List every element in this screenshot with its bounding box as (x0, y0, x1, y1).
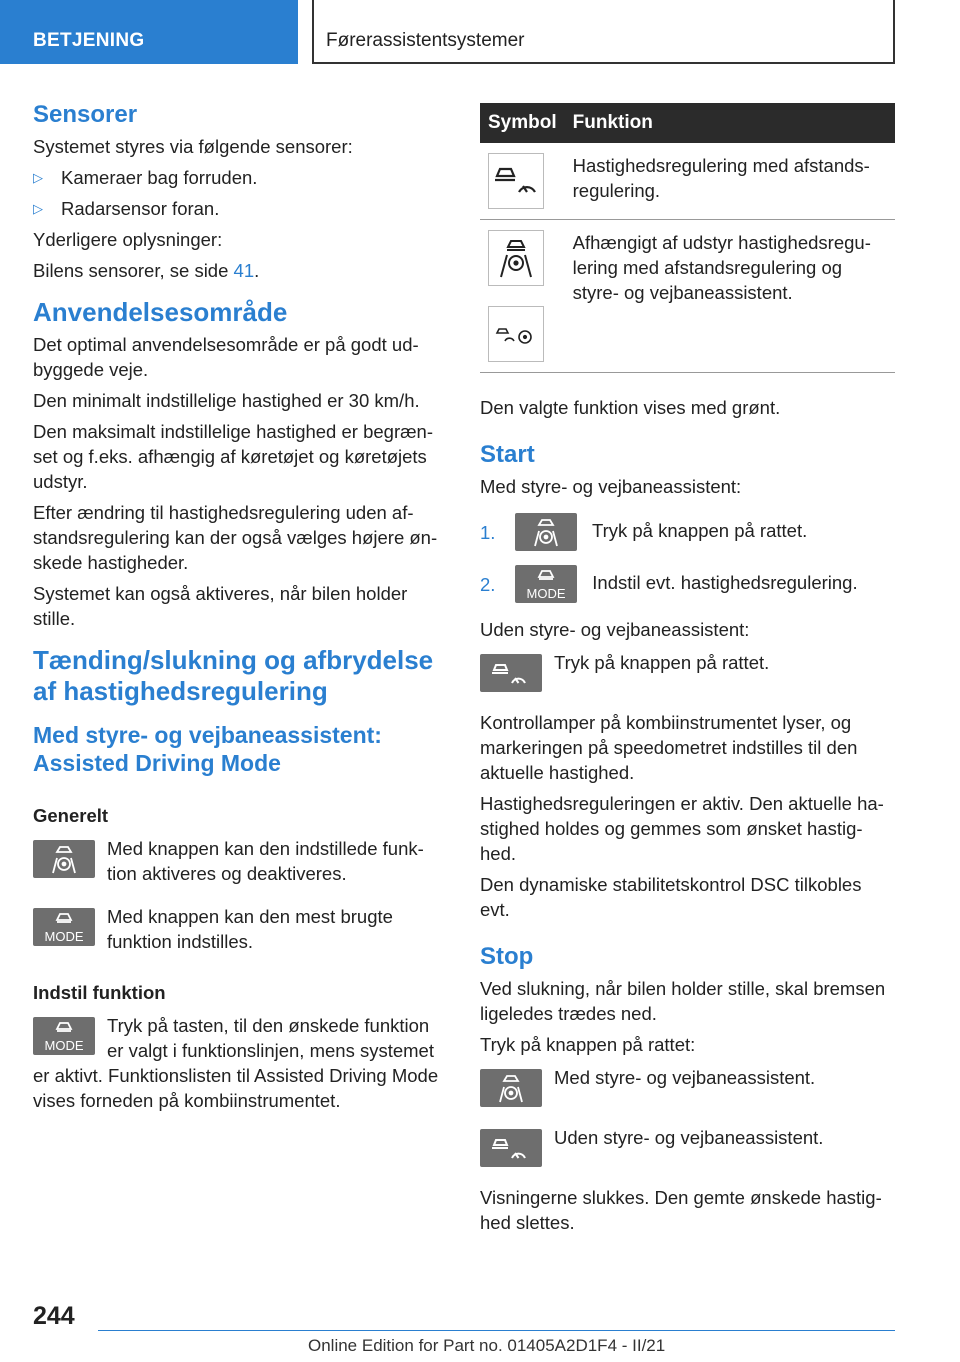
cruise-distance-symbol-icon (488, 153, 544, 209)
section-title: BETJENING (33, 30, 145, 51)
heading-anvendelse: Anvendelsesområde (33, 297, 288, 327)
right-column (480, 103, 895, 1241)
icon-description-row: Med knappen kan den indstillede funk-tion aktiveres og deaktiveres. (33, 836, 447, 886)
assist-steering-symbol-icon (488, 230, 544, 286)
paragraph: Hastighedsreguleringen er aktiv. Den aktuelle ha-stighed holdes og gemmes som ønsket hastig-hed. (480, 793, 884, 864)
edition-note: Online Edition for Part no. 01405A2D1F4 - II/21 (308, 1336, 666, 1355)
mode-text: MODE (44, 1038, 84, 1053)
assist-steering-button-icon (33, 840, 95, 878)
heading-generelt: Generelt (33, 805, 109, 826)
left-column (33, 100, 447, 1119)
bullet-item: ▷ Radarsensor foran. (33, 198, 220, 219)
cruise-distance-button-icon (480, 654, 542, 692)
icon-description-row: MODE Tryk på tasten, til den ønskede funktion er valgt i funktionslinjen, mens systemet er aktivt. Funktionslisten til Assisted Driving Mode vises forneden på kombiinstrumentet. (33, 1015, 439, 1111)
heading-start: Start (480, 441, 535, 468)
section-tab (0, 0, 298, 64)
paragraph: Den valgte funktion vises med grønt. (480, 397, 781, 418)
mode-button-icon (515, 565, 577, 603)
step-1: 1. Tryk på knappen på rattet. (480, 513, 895, 551)
table-cell: Hastighedsregulering med afstands-regulering. (565, 143, 895, 220)
paragraph: Det optimal anvendelsesområde er på godt ud-byggede veje. (33, 334, 419, 380)
cruise-steering-symbol-icon (488, 306, 544, 362)
sensorer-intro: Systemet styres via følgende sensorer: (33, 136, 353, 157)
table-header-symbol: Symbol (480, 103, 565, 143)
table-header-funktion: Funktion (565, 103, 895, 143)
mode-button-icon (33, 908, 95, 946)
symbol-table (480, 103, 895, 373)
heading-taending: Tænding/slukning og afbrydelse af hastighedsregulering (33, 645, 434, 706)
footer-divider (98, 1330, 895, 1331)
paragraph: Ved slukning, når bilen holder stille, skal bremsen ligeledes trædes ned. (480, 978, 886, 1024)
chapter-title: Førerassistentsystemer (326, 30, 525, 51)
assist-steering-button-icon (515, 513, 577, 551)
table-cell: Afhængigt af udstyr hastighedsregu-lering med afstandsregulering og styre- og vejbaneassistent. (565, 220, 895, 373)
paragraph: Med styre- og vejbaneassistent: (480, 476, 742, 497)
paragraph: Den dynamiske stabilitetskontrol DSC tilkobles evt. (480, 874, 862, 920)
heading-sensorer: Sensorer (33, 101, 138, 128)
table-row (480, 143, 895, 220)
paragraph: Visningerne slukkes. Den gemte ønskede hastig-hed slettes. (480, 1187, 882, 1233)
mode-button-icon (33, 1017, 95, 1055)
subheading-assisted-driving: Med styre- og vejbaneassistent: Assisted Driving Mode (33, 722, 382, 776)
cruise-distance-button-icon (480, 1129, 542, 1167)
page-number: 244 (33, 1302, 75, 1330)
paragraph: Tryk på knappen på rattet: (480, 1034, 696, 1055)
paragraph: Systemet kan også aktiveres, når bilen holder stille. (33, 583, 408, 629)
icon-description-row: Uden styre- og vejbaneassistent. (480, 1125, 895, 1175)
triangle-bullet-icon: ▷ (33, 201, 43, 216)
paragraph: Uden styre- og vejbaneassistent: (480, 619, 750, 640)
paragraph: Den minimalt indstillelige hastighed er 30 km/h. (33, 390, 420, 411)
page-link[interactable]: 41 (233, 260, 255, 281)
heading-stop: Stop (480, 943, 534, 970)
step-2: 2. MODE Indstil evt. hastighedsregulering. (480, 565, 895, 603)
icon-description-row: Med styre- og vejbaneassistent. (480, 1065, 895, 1115)
mode-text: MODE (44, 929, 84, 944)
more-info: Yderligere oplysninger: (33, 229, 223, 250)
paragraph: Kontrollamper på kombiinstrumentet lyser, og markeringen på speedometret indstilles til den aktuelle hastighed. (480, 712, 858, 783)
chapter-tab (312, 0, 895, 64)
heading-indstil: Indstil funktion (33, 982, 166, 1003)
icon-description-row: Tryk på knappen på rattet. (480, 650, 895, 700)
mode-text: MODE (526, 586, 566, 601)
sensor-reference: Bilens sensorer, se side 41. (33, 260, 260, 281)
icon-description-row: MODE Med knappen kan den mest brugte funktion indstilles. (33, 904, 447, 954)
paragraph: Efter ændring til hastighedsregulering uden af-standsregulering kan der også vælges højere øn-skede hastigheder. (33, 502, 438, 573)
assist-steering-button-icon (480, 1069, 542, 1107)
paragraph: Den maksimalt indstillelige hastighed er begræn-set og f.eks. afhængig af køretøjet og køretøjets udstyr. (33, 421, 433, 492)
bullet-item: ▷ Kameraer bag forruden. (33, 167, 258, 188)
triangle-bullet-icon: ▷ (33, 170, 43, 185)
table-row (480, 220, 895, 373)
